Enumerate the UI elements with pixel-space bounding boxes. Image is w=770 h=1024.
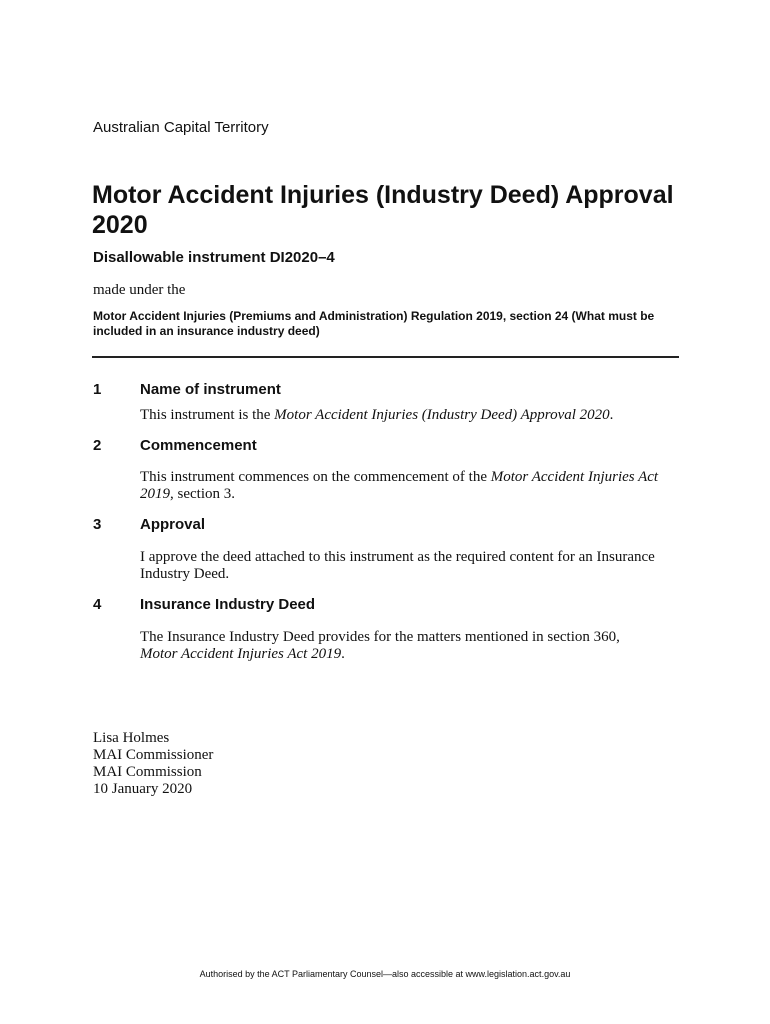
section-2-citation: Motor Accident Injuries Act 2019 (140, 469, 659, 502)
section-1-body (140, 407, 680, 424)
section-2-text: This instrument commences on the commencement of the (140, 469, 491, 485)
section-1-heading: Name of instrument (140, 381, 281, 398)
signatory-organisation: MAI Commission (93, 764, 202, 780)
page-title: Motor Accident Injuries (Industry Deed) Approval 2020 (92, 181, 674, 239)
section-4-text: The Insurance Industry Deed provides for the matters mentioned in section 360, (140, 629, 620, 645)
section-1-citation: Motor Accident Injuries (Industry Deed) Approval 2020 (274, 407, 610, 423)
section-3-body: I approve the deed attached to this instrument as the required content for an Insurance Industry Deed. (140, 549, 655, 582)
signatory-role: MAI Commissioner (93, 747, 214, 763)
footer-notice: Authorised by the ACT Parliamentary Counsel—also accessible at www.legislation.act.gov.au (199, 969, 571, 979)
section-3-number: 3 (93, 516, 102, 533)
jurisdiction: Australian Capital Territory (93, 119, 269, 136)
made-under-label: made under the (93, 282, 186, 298)
section-1-text-end: . (609, 407, 614, 423)
section-4-heading: Insurance Industry Deed (140, 596, 316, 613)
instrument-number: Disallowable instrument DI2020–4 (93, 249, 335, 266)
signature-date: 10 January 2020 (93, 781, 193, 797)
signature-block (93, 730, 213, 798)
signatory-name: Lisa Holmes (93, 730, 170, 746)
section-1-text: This instrument is the (140, 407, 275, 423)
section-4-text-end: . (341, 646, 345, 662)
section-1-number: 1 (93, 381, 102, 398)
authorising-law: Motor Accident Injuries (Premiums and Administration) Regulation 2019, section 24 (What must be included in an insurance industry deed) (93, 309, 655, 338)
section-2-heading: Commencement (140, 437, 257, 454)
section-2-number: 2 (93, 437, 102, 454)
section-3-heading: Approval (140, 516, 206, 533)
section-4-body (140, 629, 650, 663)
header-divider (92, 356, 679, 358)
section-2-body (140, 469, 665, 503)
section-2-text-end: , section 3. (170, 486, 235, 502)
section-4-citation: Motor Accident Injuries Act 2019 (140, 646, 342, 662)
section-4-number: 4 (93, 596, 102, 613)
